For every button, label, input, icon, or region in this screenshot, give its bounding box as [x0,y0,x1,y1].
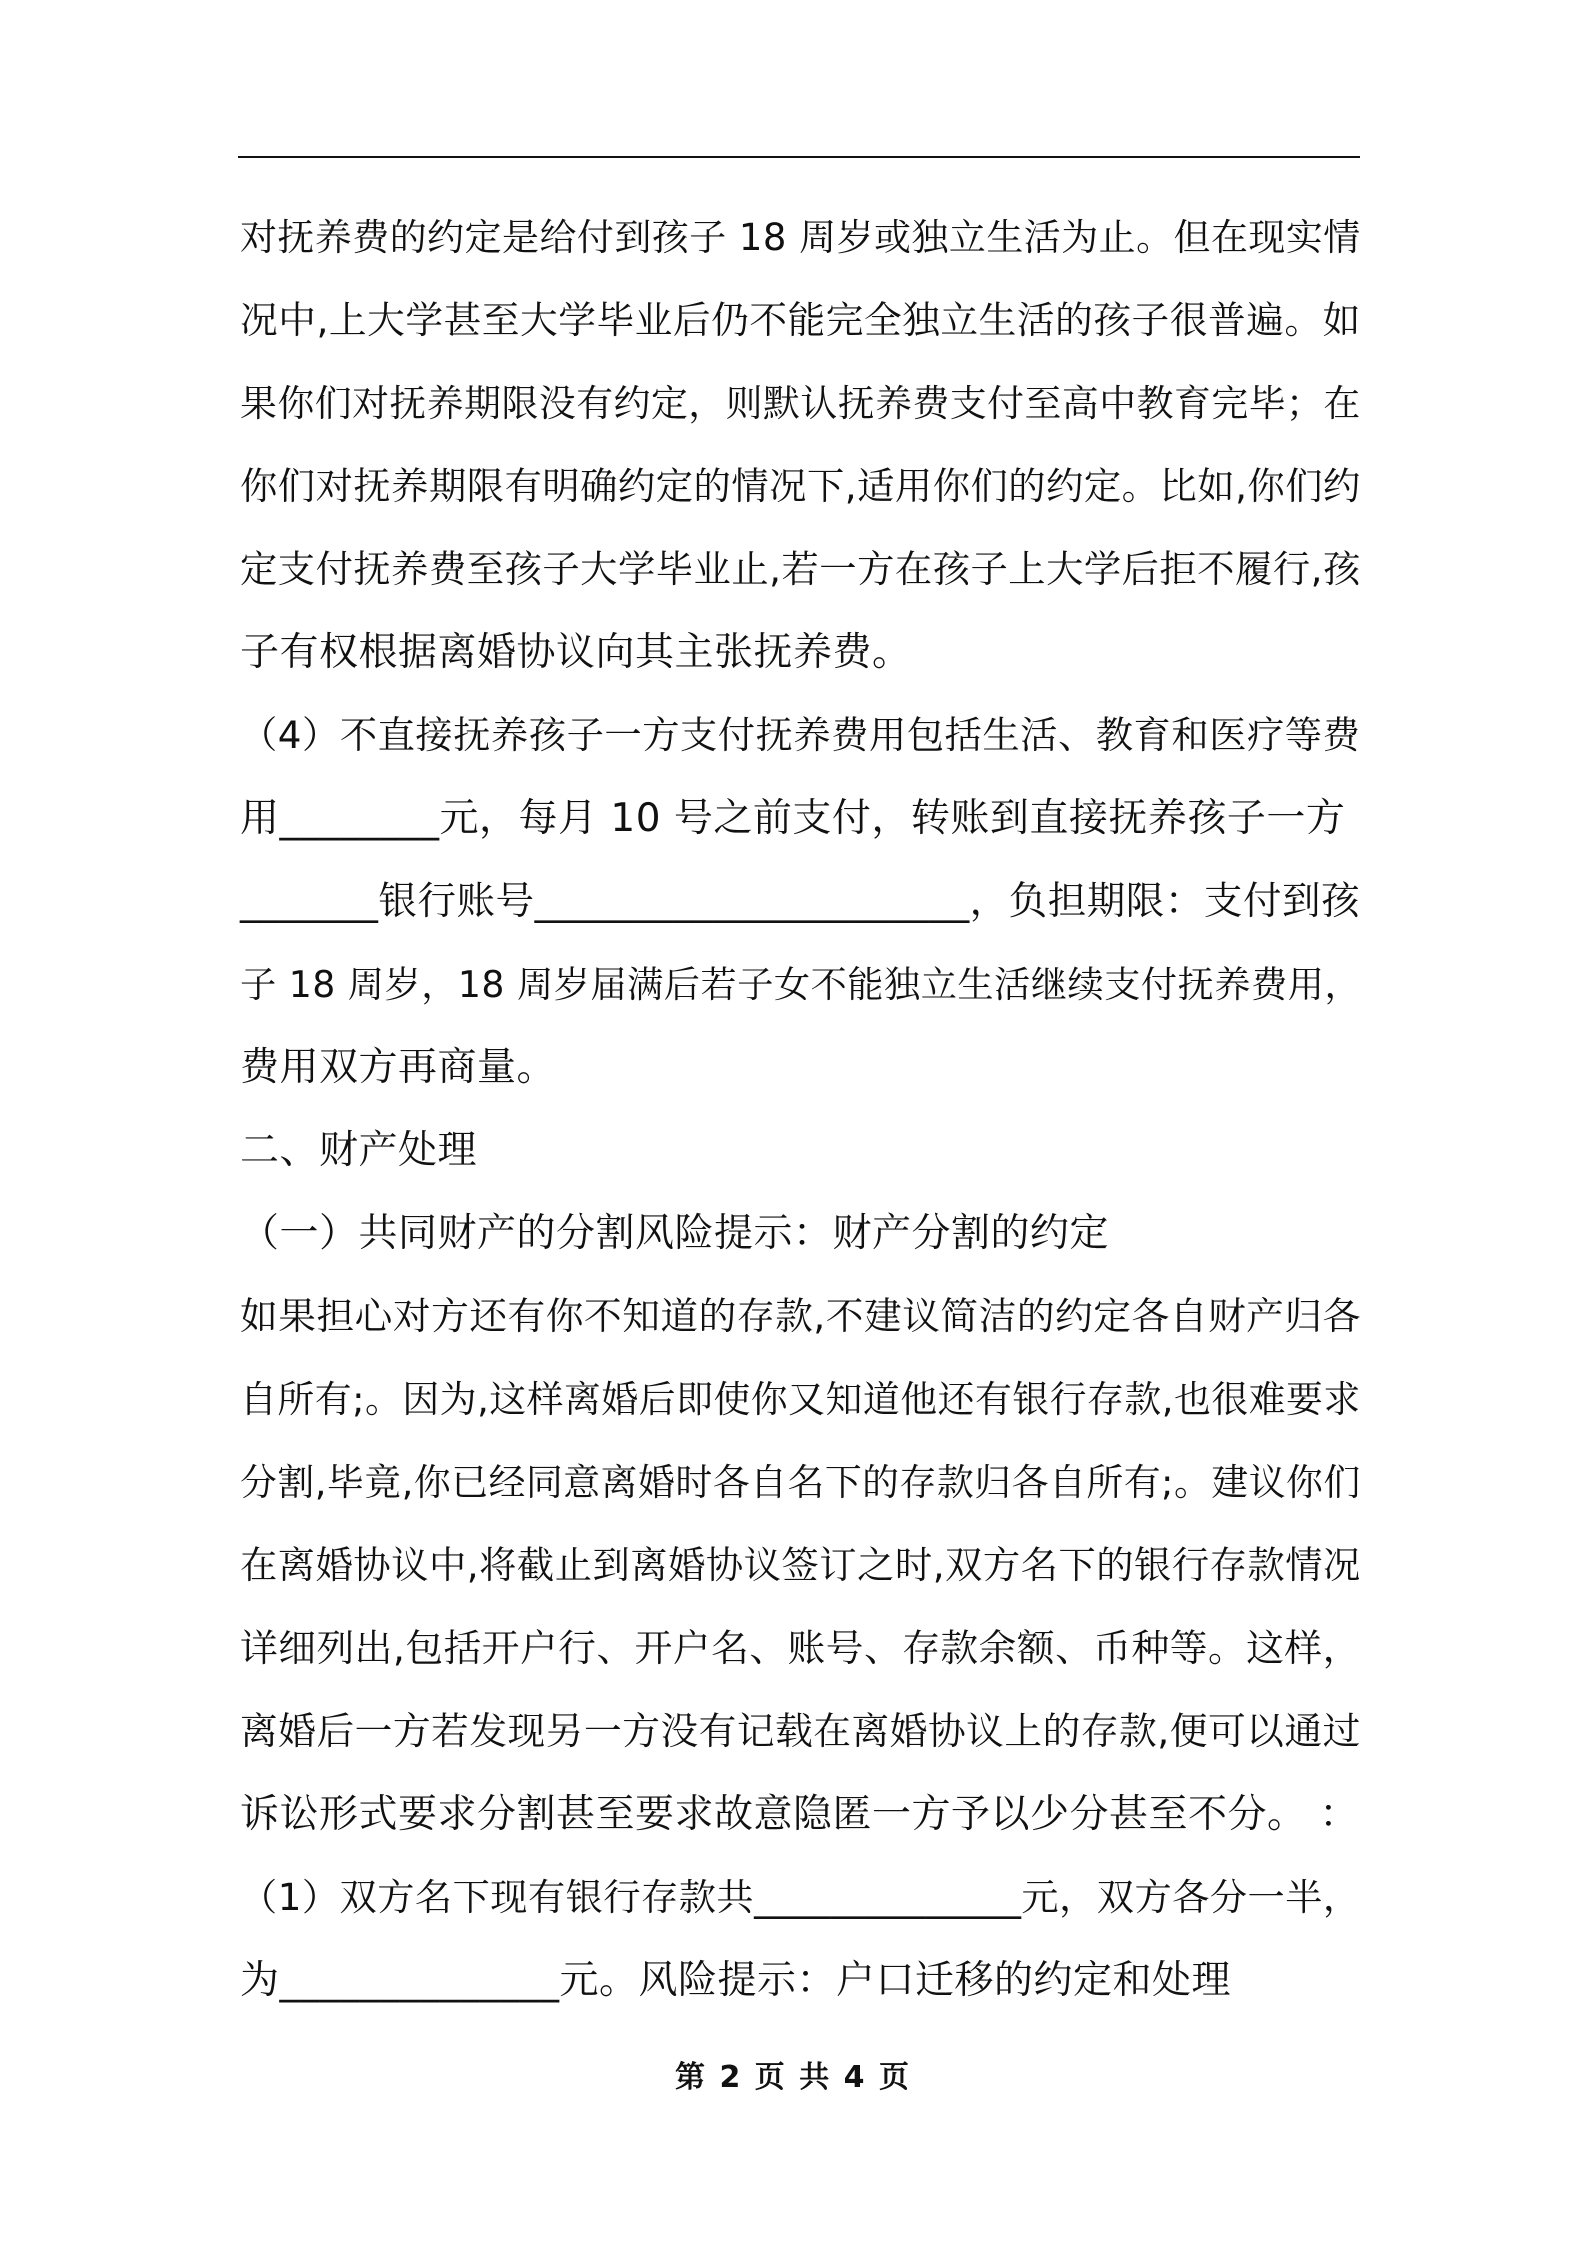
text-line: 诉讼形式要求分割甚至要求故意隐匿一方予以少分甚至不分。 ： [240,1792,1359,1837]
text-line: 况中,上大学甚至大学毕业后仍不能完全独立生活的孩子很普遍。如 [240,298,1361,342]
text-line: 自所有;。因为,这样离婚后即使你又知道他还有银行存款,也很难要求 [240,1378,1361,1421]
text-line: 子 18 周岁，18 周岁届满后若子女不能独立生活继续支付抚养费用， [240,963,1362,1006]
text-line: 在离婚协议中,将截止到离婚协议签订之时,双方名下的银行存款情况 [240,1543,1361,1587]
text-line: 子有权根据离婚协议向其主张抚养费。 [240,630,912,675]
text-line: （4）不直接抚养孩子一方支付抚养费用包括生活、教育和医疗等费 [240,713,1361,757]
text-line: _______银行账号______________________，负担期限：支付到孩 [240,879,1361,924]
text-line: 详细列出,包括开户行、开户名、账号、存款余额、币种等。这样， [240,1626,1361,1670]
text-line: 如果担心对方还有你不知道的存款,不建议简洁的约定各自财产归各 [240,1294,1361,1338]
text-line: 分割,毕竟,你已经同意离婚时各自名下的存款归各自所有;。建议你们 [240,1461,1361,1504]
text-line: 果你们对抚养期限没有约定，则默认抚养费支付至高中教育完毕；在 [240,382,1361,425]
text-line: 你们对抚养期限有明确约定的情况下,适用你们的约定。比如,你们约 [240,464,1361,508]
page-number: 第 2 页 共 4 页 [675,2060,911,2095]
text-line: 定支付抚养费至孩子大学毕业止,若一方在孩子上大学后拒不履行,孩 [240,547,1361,591]
text-line: 为______________元。风险提示：户口迁移的约定和处理 [240,1958,1232,2003]
text-line: 费用双方再商量。 [240,1045,557,1090]
section-heading: 二、财产处理 [240,1128,478,1173]
text-line: 离婚后一方若发现另一方没有记载在离婚协议上的存款,便可以通过 [240,1709,1361,1753]
text-line: （1）双方名下现有银行存款共______________元，双方各分一半， [240,1875,1361,1919]
subsection-heading: （一）共同财产的分割风险提示：财产分割的约定 [240,1211,1110,1256]
document-body [240,196,1360,2022]
header-rule [238,156,1360,158]
text-line: 用________元，每月 10 号之前支付，转账到直接抚养孩子一方 [240,796,1346,841]
text-line: 对抚养费的约定是给付到孩子 18 周岁或独立生活为止。但在现实情 [240,216,1361,259]
